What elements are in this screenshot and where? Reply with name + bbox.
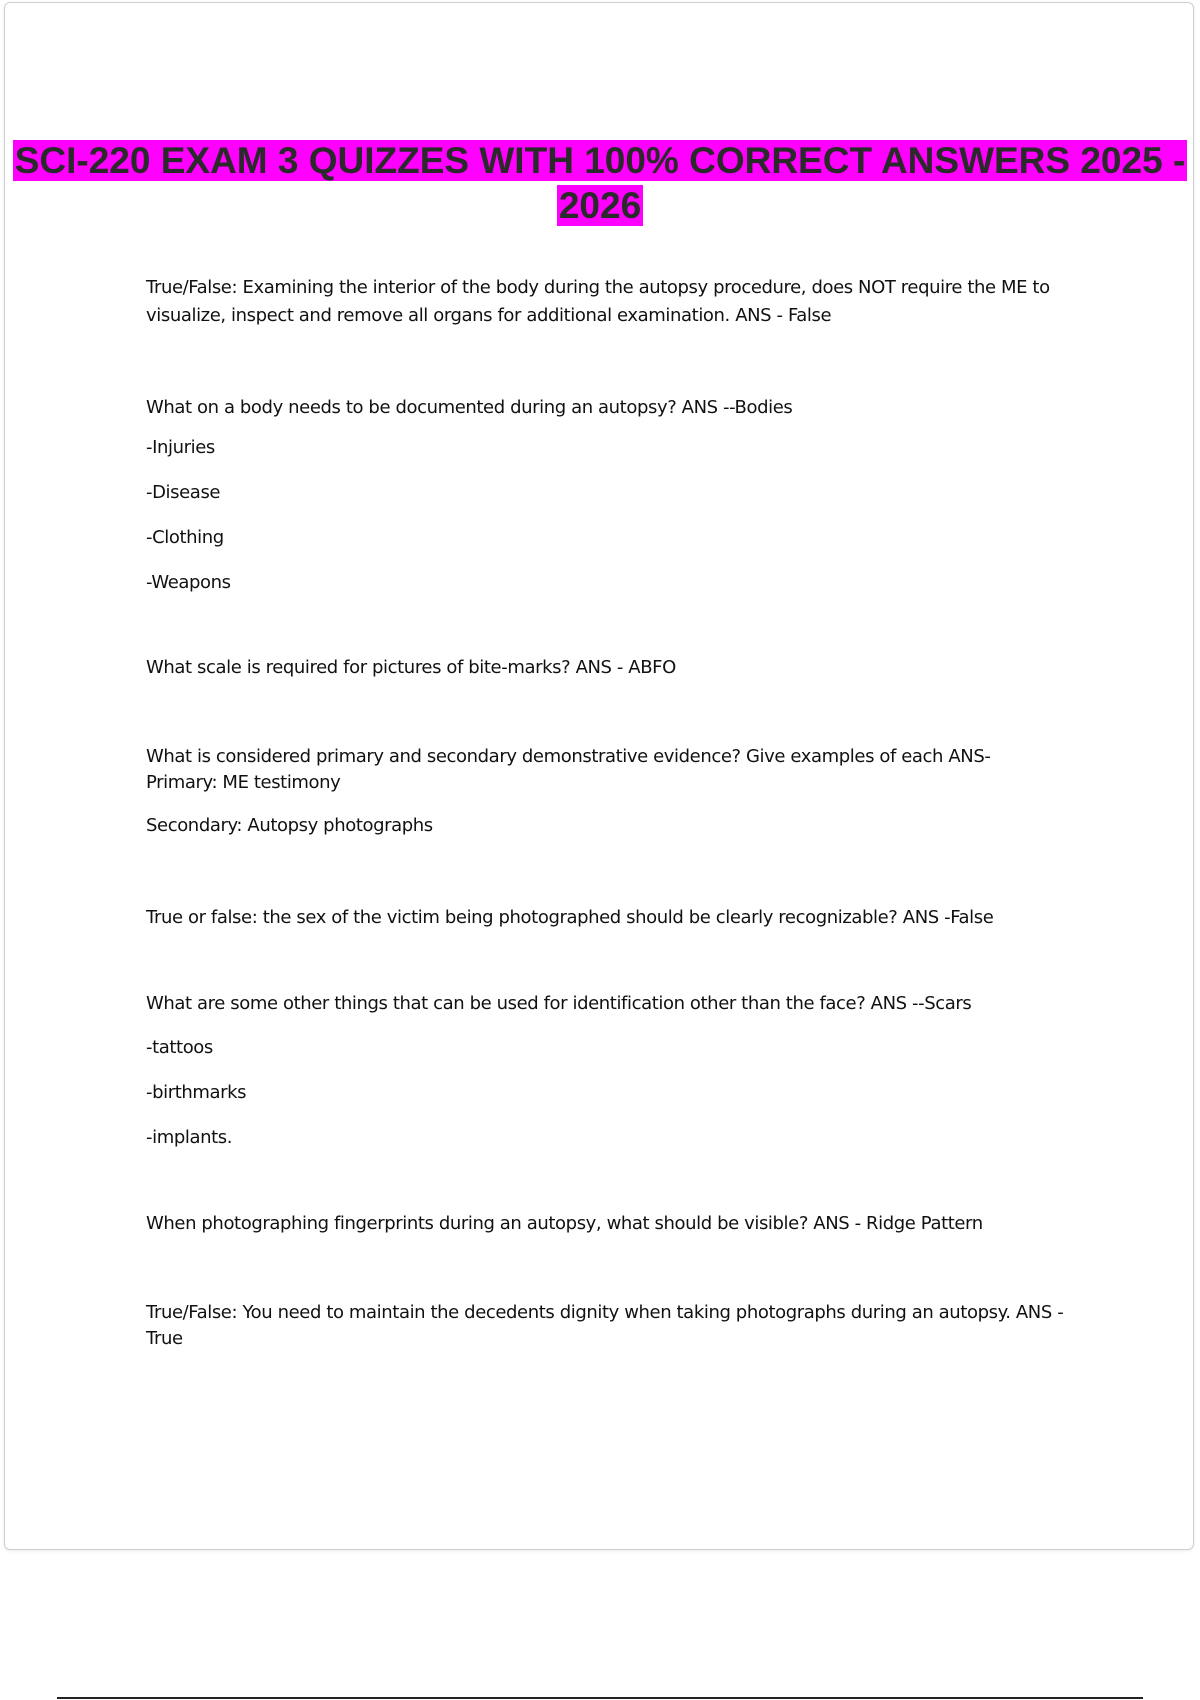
document-title <box>0 138 1200 228</box>
qa-item-7 <box>146 1210 1066 1238</box>
question-text: True/False: You need to maintain the decedents dignity when taking photographs during an autopsy. ANS - True <box>146 1302 1064 1349</box>
answer-item: -Clothing <box>146 527 224 548</box>
qa-item-5 <box>146 904 1066 932</box>
question-text: True or false: the sex of the victim being photographed should be clearly recognizable? ANS -False <box>146 907 994 928</box>
answer-item: -tattoos <box>146 1037 213 1058</box>
question-text: True/False: Examining the interior of the body during the autopsy procedure, does NOT require the ME to visualize, inspect and remove all organs for additional examination. ANS - False <box>146 277 1050 326</box>
qa-item-2 <box>146 394 1066 597</box>
answer-item: Secondary: Autopsy photographs <box>146 815 433 836</box>
qa-item-3 <box>146 654 1066 682</box>
question-text: What scale is required for pictures of bite-marks? ANS - ABFO <box>146 657 676 678</box>
title-highlight: SCI-220 EXAM 3 QUIZZES WITH 100% CORRECT ANSWERS 2025 - 2026 <box>14 140 1186 226</box>
answer-item: -Disease <box>146 482 221 503</box>
qa-item-4 <box>146 744 1066 840</box>
qa-item-1 <box>146 274 1066 330</box>
question-text: What on a body needs to be documented during an autopsy? ANS --Bodies <box>146 397 793 418</box>
question-text: What is considered primary and secondary demonstrative evidence? Give examples of each ANS- Primary: ME testimony <box>146 746 991 793</box>
qa-item-8 <box>146 1300 1066 1352</box>
question-text: When photographing fingerprints during an autopsy, what should be visible? ANS - Ridge Pattern <box>146 1213 983 1234</box>
answer-item: -Injuries <box>146 437 215 458</box>
question-text: What are some other things that can be used for identification other than the face? ANS --Scars <box>146 993 972 1014</box>
qa-item-6 <box>146 990 1066 1152</box>
answer-item: -implants. <box>146 1127 233 1148</box>
page-bottom-rule <box>57 1697 1143 1699</box>
answer-item: -Weapons <box>146 572 231 593</box>
answer-item: -birthmarks <box>146 1082 247 1103</box>
